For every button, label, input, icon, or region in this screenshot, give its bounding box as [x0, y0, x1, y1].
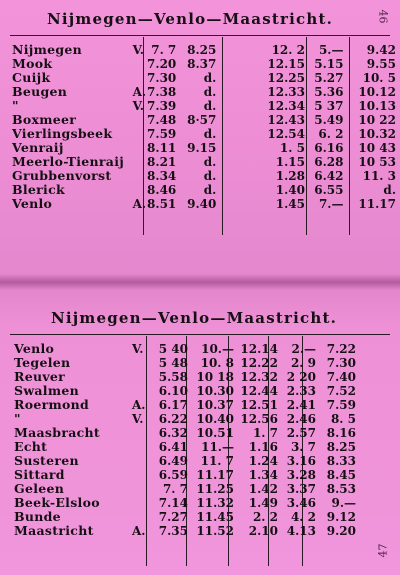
departure-time: 1.15 [275, 155, 305, 169]
timetable-row [12, 183, 400, 197]
timetable-row [14, 356, 360, 370]
departure-time: 4. 2 [290, 510, 316, 524]
departure-time: 1.16 [248, 440, 278, 454]
departure-time: 12.44 [240, 384, 278, 398]
timetable-row [14, 510, 360, 524]
departure-time: d. [203, 85, 217, 99]
departure-time: d. [203, 127, 217, 141]
departure-time: 11.32 [196, 496, 234, 510]
bottom-page-number: 47 [376, 543, 390, 558]
bottom-timetable [14, 342, 360, 538]
departure-time: 10.30 [196, 384, 234, 398]
departure-time: 10 43 [358, 141, 396, 155]
station-name: Geleen [14, 480, 65, 496]
departure-time: 12.22 [240, 356, 278, 370]
departure-time: 8.46 [147, 183, 177, 197]
departure-time: 12.56 [240, 412, 278, 426]
departure-time: 6.28 [314, 155, 344, 169]
top-page-number: 46 [376, 9, 390, 24]
departure-time: 10 53 [358, 155, 396, 169]
timetable-row [12, 57, 400, 71]
station-name: Susteren [14, 452, 79, 468]
departure-time: 7.35 [158, 524, 188, 538]
column-spacer [347, 43, 358, 57]
column-spacer [347, 183, 358, 197]
departure-time: 6.22 [158, 412, 188, 426]
page-fold [0, 274, 400, 290]
timetable-row [14, 398, 360, 412]
station-name: Bunde [14, 508, 61, 524]
departure-time: 7.30 [147, 71, 177, 85]
departure-time: 11. 7 [200, 454, 234, 468]
timetable-row [12, 197, 400, 211]
column-spacer [220, 43, 267, 57]
station-name: Reuver [14, 368, 66, 384]
departure-time: 1.34 [248, 468, 278, 482]
departure-time: 1.40 [275, 183, 305, 197]
station-name: Tegelen [14, 354, 71, 370]
arrival-departure-mark: A. [132, 524, 146, 538]
arrival-departure-mark [132, 356, 148, 370]
departure-time: 12.54 [267, 127, 305, 141]
arrival-departure-mark [132, 468, 148, 482]
departure-time: 7.30 [326, 356, 356, 370]
station-name: Swalmen [14, 382, 80, 398]
arrival-departure-mark [132, 510, 148, 524]
column-spacer [347, 155, 358, 169]
departure-time: 2.46 [286, 412, 316, 426]
arrival-departure-mark [133, 71, 147, 85]
station-name: Cuijk [12, 69, 51, 85]
station-name: Mook [12, 55, 53, 71]
top-page-title: Nijmegen—Venlo—Maastricht. [46, 10, 333, 28]
station-name: Venlo [14, 340, 55, 356]
departure-time: 9.— [331, 496, 356, 510]
station-name: Maasbracht [14, 424, 100, 440]
station-name: Venraij [12, 139, 64, 155]
departure-time: 9.42 [366, 43, 396, 57]
column-spacer [220, 99, 267, 113]
column-spacer [220, 85, 267, 99]
departure-time: 12.43 [267, 113, 305, 127]
departure-time: d. [203, 169, 217, 183]
column-spacer [220, 197, 267, 211]
arrival-departure-mark: V. [132, 43, 144, 57]
station-name: Beugen [12, 83, 68, 99]
column-spacer [347, 71, 358, 85]
departure-time: 2.— [291, 342, 316, 356]
bottom-title-rule [10, 334, 390, 335]
departure-time: 6.32 [158, 426, 188, 440]
departure-time: 11.— [201, 440, 234, 454]
station-name: Nijmegen [12, 41, 83, 57]
departure-time: d. [203, 183, 217, 197]
timetable-row [14, 496, 360, 510]
station-name: Grubbenvorst [12, 167, 112, 183]
departure-time: 11.17 [358, 197, 396, 211]
column-spacer [220, 127, 267, 141]
departure-time: 11. 3 [362, 169, 396, 183]
timetable-row [14, 468, 360, 482]
column-spacer [220, 169, 267, 183]
arrival-departure-mark: V. [132, 412, 144, 426]
arrival-departure-mark: A. [132, 197, 147, 211]
departure-time: 10.37 [196, 398, 234, 412]
arrival-departure-mark [133, 113, 147, 127]
departure-time: 7.14 [158, 496, 188, 510]
departure-time: d. [203, 155, 217, 169]
timetable-row [12, 141, 400, 155]
departure-time: 2.10 [248, 524, 278, 538]
arrival-departure-mark [133, 169, 147, 183]
column-spacer [347, 57, 358, 71]
departure-time: 10.13 [358, 99, 396, 113]
column-spacer [347, 85, 358, 99]
column-spacer [220, 183, 267, 197]
timetable-row [12, 43, 400, 57]
column-spacer [347, 113, 358, 127]
departure-time: 10 18 [196, 370, 234, 384]
departure-time: 6.16 [314, 141, 344, 155]
departure-time: 8.51 [147, 197, 177, 211]
departure-time: 3.16 [286, 454, 316, 468]
arrival-departure-mark [133, 57, 147, 71]
departure-time: 10. 5 [362, 71, 396, 85]
departure-time: 6.10 [158, 384, 188, 398]
top-title-rule [10, 35, 390, 36]
column-spacer [347, 99, 358, 113]
arrival-departure-mark [132, 440, 148, 454]
column-spacer [220, 113, 267, 127]
arrival-departure-mark: V. [132, 342, 144, 356]
timetable-row [12, 155, 400, 169]
departure-time: d. [203, 99, 217, 113]
station-name: Sittard [14, 466, 65, 482]
departure-time: 9.20 [326, 524, 356, 538]
departure-time: 8.25 [187, 43, 217, 57]
departure-time: 7. 7 [151, 43, 177, 57]
departure-time: 3. 7 [290, 440, 316, 454]
departure-time: 9.40 [187, 197, 217, 211]
departure-time: 12.25 [267, 71, 305, 85]
arrival-departure-mark [132, 454, 148, 468]
departure-time: 1.28 [275, 169, 305, 183]
departure-time: 9.12 [326, 510, 356, 524]
departure-time: 1. 5 [279, 141, 305, 155]
column-spacer [220, 57, 267, 71]
timetable-row [12, 85, 400, 99]
departure-time: 2. 9 [290, 356, 316, 370]
timetable-row [14, 524, 360, 538]
timetable-row [14, 342, 360, 356]
departure-time: 2.57 [286, 426, 316, 440]
departure-time: 7.40 [326, 370, 356, 384]
departure-time: 5.49 [314, 113, 344, 127]
departure-time: 6. 2 [318, 127, 344, 141]
departure-time: 10. 8 [200, 356, 234, 370]
departure-time: 7.— [318, 197, 344, 211]
departure-time: 8.16 [326, 426, 356, 440]
column-spacer [347, 127, 358, 141]
departure-time: 6.55 [314, 183, 344, 197]
column-spacer [347, 141, 358, 155]
timetable-row [12, 169, 400, 183]
departure-time: 5.15 [314, 57, 344, 71]
timetable-row [14, 426, 360, 440]
station-name: Boxmeer [12, 111, 77, 127]
departure-time: 7.20 [147, 57, 177, 71]
arrival-departure-mark [133, 127, 147, 141]
departure-time: 11.45 [196, 510, 234, 524]
departure-time: 11.17 [196, 468, 234, 482]
departure-time: 5.36 [314, 85, 344, 99]
departure-time: 1.42 [248, 482, 278, 496]
station-name: Beek-Elsloo [14, 494, 100, 510]
station-name: Echt [14, 438, 48, 454]
arrival-departure-mark [132, 384, 148, 398]
station-name: " [14, 410, 21, 426]
departure-time: 8.45 [326, 468, 356, 482]
departure-time: 9.15 [187, 141, 217, 155]
departure-time: 5.58 [158, 370, 188, 384]
timetable-row [12, 99, 400, 113]
departure-time: 7.38 [147, 85, 177, 99]
timetable-row [14, 482, 360, 496]
station-name: Roermond [14, 396, 90, 412]
departure-time: 2. 2 [252, 510, 278, 524]
departure-time: 1.24 [248, 454, 278, 468]
departure-time: 5 48 [158, 356, 188, 370]
arrival-departure-mark [133, 141, 147, 155]
departure-time: 10.40 [196, 412, 234, 426]
station-name: " [12, 97, 19, 113]
departure-time: 7.59 [147, 127, 177, 141]
station-name: Vierlingsbeek [12, 125, 113, 141]
departure-time: 10.32 [358, 127, 396, 141]
departure-time: 8.34 [147, 169, 177, 183]
departure-time: 6.59 [158, 468, 188, 482]
departure-time: 11.52 [196, 524, 234, 538]
station-name: Meerlo-Tienraij [12, 153, 125, 169]
departure-time: 12.14 [240, 342, 278, 356]
arrival-departure-mark: A. [132, 398, 146, 412]
departure-time: 7.22 [326, 342, 356, 356]
timetable-row [12, 113, 400, 127]
departure-time: 12.34 [267, 99, 305, 113]
departure-time: 2.41 [286, 398, 316, 412]
departure-time: 10.— [201, 342, 234, 356]
departure-time: 3.28 [286, 468, 316, 482]
departure-time: 7.27 [158, 510, 188, 524]
departure-time: 3.37 [286, 482, 316, 496]
departure-time: 9.55 [366, 57, 396, 71]
departure-time: 1. 7 [252, 426, 278, 440]
station-name: Blerick [12, 181, 65, 197]
station-name: Maastricht [14, 522, 94, 538]
arrival-departure-mark [133, 155, 147, 169]
departure-time: 8.53 [326, 482, 356, 496]
timetable-row [14, 384, 360, 398]
departure-time: 6.41 [158, 440, 188, 454]
departure-time: 7.52 [326, 384, 356, 398]
departure-time: 12.33 [267, 85, 305, 99]
timetable-row [14, 370, 360, 384]
departure-time: 10.51 [196, 426, 234, 440]
timetable-row [14, 440, 360, 454]
departure-time: 1.45 [275, 197, 305, 211]
departure-time: 11.25 [196, 482, 234, 496]
departure-time: 8.21 [147, 155, 177, 169]
timetable-row [12, 71, 400, 85]
departure-time: d. [383, 183, 396, 197]
arrival-departure-mark [133, 183, 147, 197]
departure-time: 12.32 [240, 370, 278, 384]
departure-time: 5.— [318, 43, 344, 57]
departure-time: 5.27 [314, 71, 344, 85]
departure-time: 6.17 [158, 398, 188, 412]
departure-time: 8. 5 [330, 412, 356, 426]
arrival-departure-mark [132, 370, 148, 384]
column-spacer [220, 141, 267, 155]
timetable-row [14, 454, 360, 468]
departure-time: 12. 2 [271, 43, 305, 57]
departure-time: 5 37 [314, 99, 344, 113]
arrival-departure-mark [132, 426, 148, 440]
departure-time: d. [203, 71, 217, 85]
departure-time: 8.11 [147, 141, 177, 155]
departure-time: 10 22 [358, 113, 396, 127]
departure-time: 6.42 [314, 169, 344, 183]
bottom-page-title: Nijmegen—Venlo—Maastricht. [50, 309, 337, 327]
departure-time: 7.59 [326, 398, 356, 412]
column-spacer [347, 197, 358, 211]
departure-time: 7.48 [147, 113, 177, 127]
departure-time: 7. 7 [162, 482, 188, 496]
timetable-row [12, 127, 400, 141]
column-spacer [347, 169, 358, 183]
departure-time: 4.13 [286, 524, 316, 538]
column-spacer [220, 71, 267, 85]
arrival-departure-mark: A. [132, 85, 147, 99]
departure-time: 8.25 [326, 440, 356, 454]
departure-time: 8·57 [187, 113, 217, 127]
departure-time: 2.33 [286, 384, 316, 398]
arrival-departure-mark [132, 496, 148, 510]
departure-time: 2 20 [286, 370, 316, 384]
departure-time: 7.39 [147, 99, 177, 113]
departure-time: 8.37 [187, 57, 217, 71]
departure-time: 12.15 [267, 57, 305, 71]
departure-time: 12.51 [240, 398, 278, 412]
top-timetable [12, 43, 400, 211]
timetable-row [14, 412, 360, 426]
station-name: Venlo [12, 195, 53, 211]
departure-time: 10.12 [358, 85, 396, 99]
departure-time: 8.33 [326, 454, 356, 468]
arrival-departure-mark [132, 482, 148, 496]
departure-time: 6.49 [158, 454, 188, 468]
column-spacer [220, 155, 267, 169]
departure-time: 1.49 [248, 496, 278, 510]
departure-time: 5 40 [158, 342, 188, 356]
arrival-departure-mark: V. [132, 99, 144, 113]
departure-time: 3.46 [286, 496, 316, 510]
